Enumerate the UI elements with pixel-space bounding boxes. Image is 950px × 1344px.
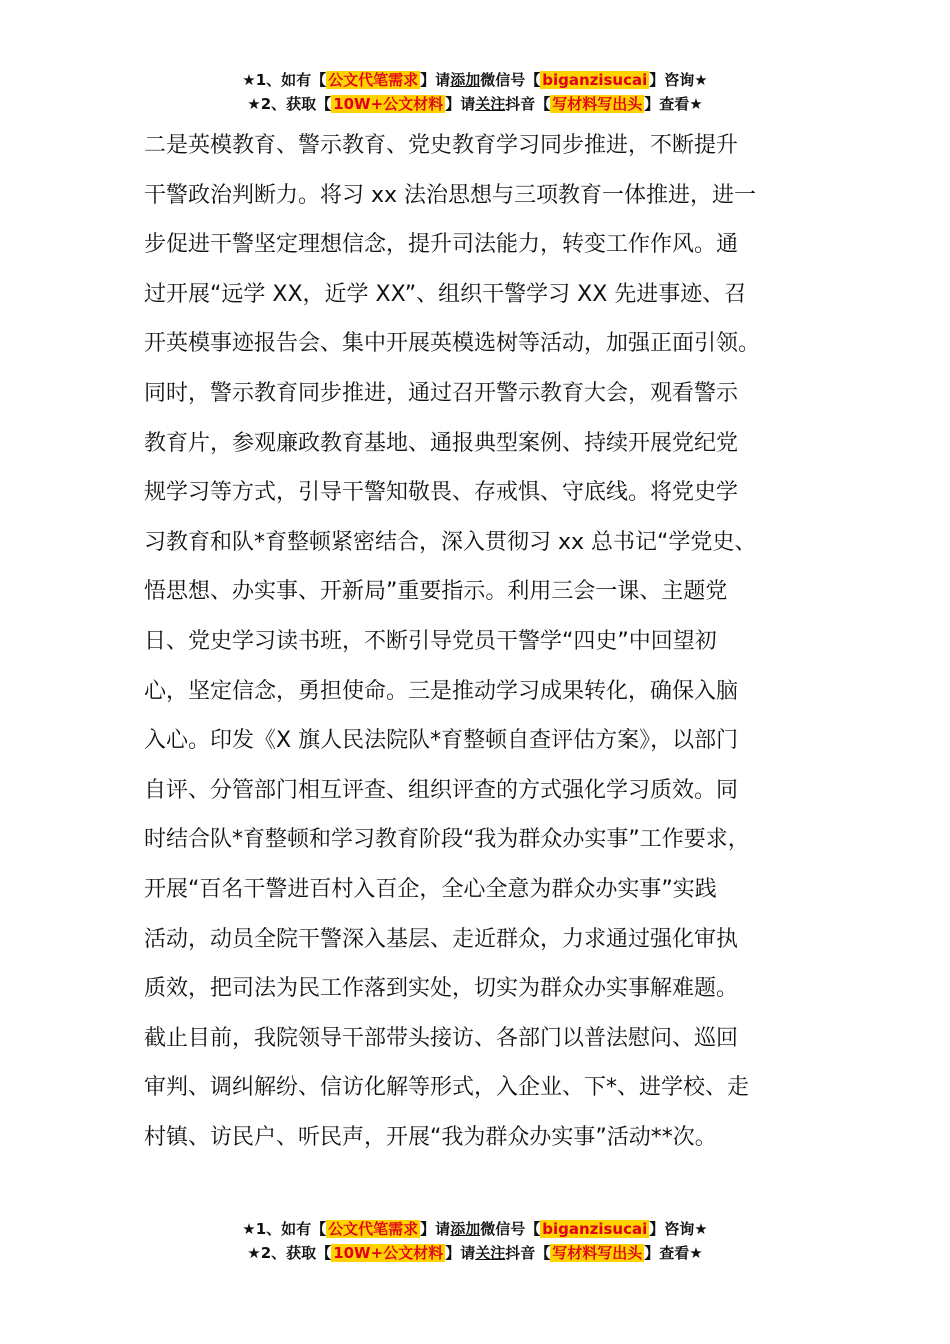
- banner-highlight-douyin: 写材料写出头: [552, 1244, 643, 1262]
- header-banner: [0, 68, 950, 116]
- banner-text: 抖音【: [505, 95, 551, 113]
- banner-highlight: 10W+公文材料: [333, 1244, 444, 1262]
- banner-text: 抖音【: [505, 1244, 551, 1262]
- body-line: 入心。印发《X 旗人民法院队*育整顿自查评估方案》，以部门: [144, 728, 739, 754]
- body-line: 心，坚定信念，勇担使命。三是推动学习成果转化，确保入脑: [144, 678, 739, 704]
- body-line: 日、党史学习读书班，不断引导党员干警学“四史”中回望初: [144, 628, 717, 654]
- banner-highlight-douyin: 写材料写出头: [552, 95, 643, 113]
- banner-line-2: [0, 92, 950, 116]
- banner-line-2: [0, 1241, 950, 1265]
- banner-line-1: [0, 1217, 950, 1241]
- body-line: 截止目前，我院领导干部带头接访、各部门以普法慰问、巡回: [144, 1025, 739, 1051]
- body-line: 时结合队*育整顿和学习教育阶段“我为群众办实事”工作要求，: [144, 827, 750, 853]
- body-line: 二是英模教育、警示教育、党史教育学习同步推进，不断提升: [144, 133, 739, 158]
- banner-line-1: [0, 68, 950, 92]
- banner-text: ★1、如有【: [242, 1220, 327, 1238]
- banner-text: ★2、获取【: [247, 1244, 332, 1262]
- body-line: 同时，警示教育同步推进，通过召开警示教育大会，观看警示: [144, 380, 739, 406]
- body-line: 步促进干警坚定理想信念，提升司法能力，转变工作作风。通: [144, 232, 739, 258]
- banner-text: 】咨询★: [649, 71, 708, 89]
- banner-text: 】请: [420, 1220, 451, 1238]
- body-line: 干警政治判断力。将习 xx 法治思想与三项教育一体推进，进一: [144, 182, 757, 208]
- banner-text: ★1、如有【: [242, 71, 327, 89]
- body-line: 悟思想、办实事、开新局”重要指示。利用三会一课、主题党: [144, 579, 728, 605]
- banner-text: 】查看★: [644, 1244, 703, 1262]
- banner-text: 】查看★: [644, 95, 703, 113]
- body-line: 审判、调纠解纷、信访化解等形式，入企业、下*、进学校、走: [144, 1075, 750, 1101]
- banner-highlight: 公文代笔需求: [328, 1220, 419, 1238]
- banner-highlight-wechat: biganzisucai: [542, 71, 648, 89]
- banner-text: ★2、获取【: [247, 95, 332, 113]
- body-line: 规学习等方式，引导干警知敬畏、存戒惧、守底线。将党史学: [144, 480, 739, 506]
- banner-text: 】请: [445, 95, 476, 113]
- footer-banner: [0, 1217, 950, 1265]
- banner-emphasis: 添加: [450, 1220, 481, 1238]
- body-line: 活动，动员全院干警深入基层、走近群众，力求通过强化审执: [144, 926, 739, 952]
- banner-text: 微信号【: [480, 1220, 541, 1238]
- body-line: 习教育和队*育整顿紧密结合，深入贯彻习 xx 总书记“学党史、: [144, 529, 757, 555]
- body-line: 开展“百名干警进百村入百企，全心全意为群众办实事”实践: [144, 876, 717, 902]
- banner-highlight: 公文代笔需求: [328, 71, 419, 89]
- body-line: 过开展“远学 XX，近学 XX”、组织干警学习 XX 先进事迹、召: [144, 281, 747, 307]
- banner-text: 】请: [445, 1244, 476, 1262]
- banner-highlight: 10W+公文材料: [333, 95, 444, 113]
- banner-emphasis: 关注: [475, 1244, 506, 1262]
- document-body: [144, 121, 834, 1162]
- banner-text: 】请: [420, 71, 451, 89]
- banner-text: 微信号【: [480, 71, 541, 89]
- body-line: 自评、分管部门相互评查、组织评查的方式强化学习质效。同: [144, 777, 739, 803]
- banner-text: 】咨询★: [649, 1220, 708, 1238]
- banner-highlight-wechat: biganzisucai: [542, 1220, 648, 1238]
- body-line: 开英模事迹报告会、集中开展英模选树等活动，加强正面引领。: [144, 331, 761, 357]
- body-line: 村镇、访民户、听民声，开展“我为群众办实事”活动**次。: [144, 1124, 717, 1150]
- banner-emphasis: 添加: [450, 71, 481, 89]
- banner-emphasis: 关注: [475, 95, 506, 113]
- body-line: 质效，把司法为民工作落到实处，切实为群众办实事解难题。: [144, 976, 739, 1002]
- body-line: 教育片，参观廉政教育基地、通报典型案例、持续开展党纪党: [144, 430, 739, 456]
